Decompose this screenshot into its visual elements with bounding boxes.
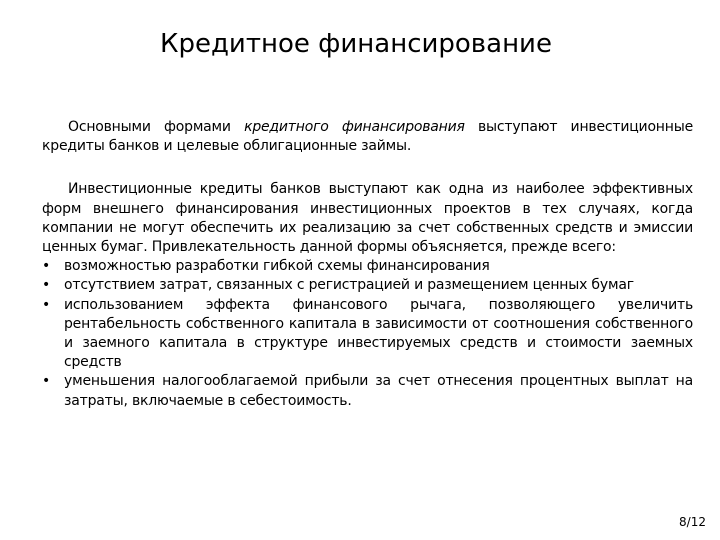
bullet-icon: • <box>42 296 51 313</box>
paragraph-investment-credits: Инвестиционные кредиты банков выступают как одна из наиболее эффективных форм внешнего финансирования инвестиционных проектов в тех случаях, когда компании не могут обеспечить их реализацию за счет собственных средств и эмиссии ценных бумаг. Привлекательность данной формы объясняется, прежде всего: <box>42 181 693 256</box>
bullet-icon: • <box>42 277 51 294</box>
list-item-text: уменьшения налогооблагаемой прибыли за счет отнесения процентных выплат на затраты, включаемые в себестоимость. <box>64 373 693 409</box>
paragraph-tail-text: выступают инвестиционные кредиты банков и целевые облигационные займы. <box>42 119 693 155</box>
advantages-list <box>42 257 693 411</box>
list-item <box>42 372 693 410</box>
bullet-icon: • <box>42 373 51 390</box>
italic-term-financing: финансирования <box>341 119 465 135</box>
paragraph-forms-of-credit-financing <box>42 118 693 156</box>
bullet-icon: • <box>42 258 51 275</box>
slide-body <box>42 118 693 411</box>
italic-term-credit: кредитного <box>244 119 329 135</box>
list-item <box>42 296 693 373</box>
list-item-text: отсутствием затрат, связанных с регистрацией и размещением ценных бумаг <box>64 277 634 294</box>
list-item-text: возможностью разработки гибкой схемы финансирования <box>64 258 490 275</box>
page-number: 8/12 <box>679 515 706 529</box>
paragraph-lead-text: Основными формами <box>68 119 245 135</box>
list-item-text: использованием эффекта финансового рычага, позволяющего увеличить рентабельность собственного капитала в зависимости от соотношения собственного и заемного капитала в структуре инвестируемых средств и стоимости заемных средств <box>64 296 693 371</box>
list-item <box>42 276 693 295</box>
list-item <box>42 257 693 276</box>
slide-title: Кредитное финансирование <box>160 29 552 59</box>
